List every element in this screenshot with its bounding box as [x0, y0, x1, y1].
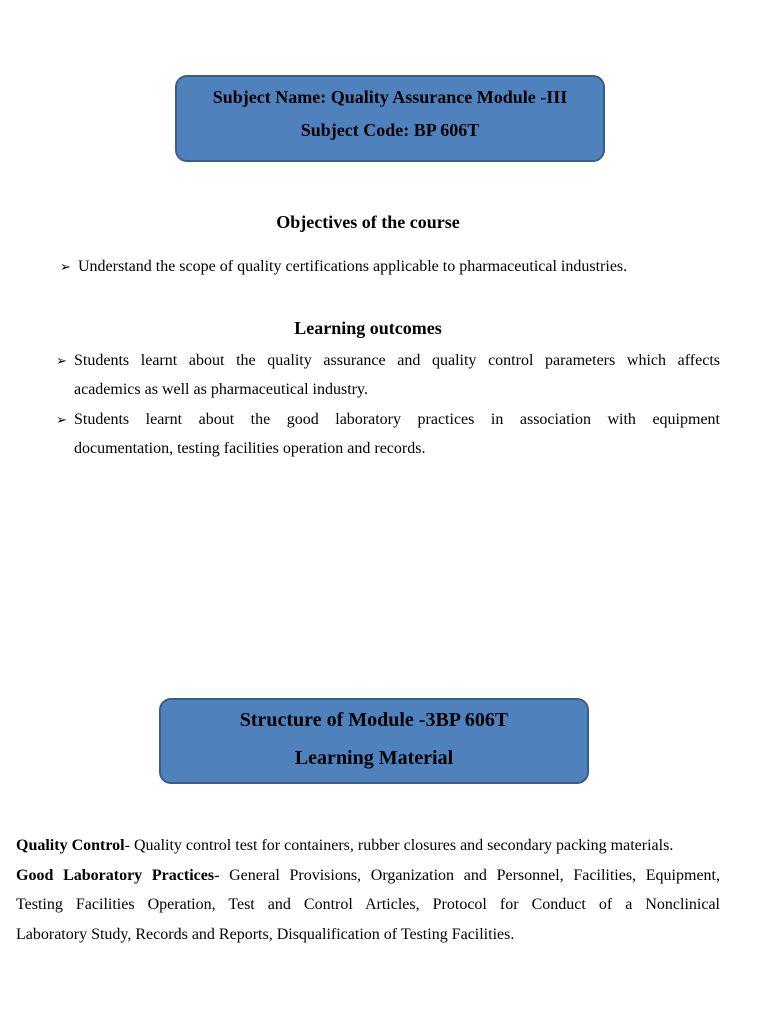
- module-structure-box: [159, 698, 589, 784]
- section-text: - Quality control test for containers, rubber closures and secondary packing materials.: [124, 837, 674, 854]
- objectives-heading: Objectives of the course: [276, 212, 460, 232]
- section-quality-control: [16, 831, 720, 861]
- arrow-bullet-icon: ➢: [56, 353, 67, 368]
- objective-text: Understand the scope of quality certifications applicable to pharmaceutical industries.: [78, 258, 628, 275]
- subject-code: Subject Code: BP 606T: [300, 120, 480, 140]
- outcome-line: Students learnt about the good laboratory practices in association with equipment: [74, 411, 720, 428]
- learning-outcomes-heading: Learning outcomes: [294, 318, 442, 338]
- section-term: Quality Control: [16, 837, 125, 854]
- outcome-line: documentation, testing facilities operation and records.: [74, 440, 426, 457]
- section-glp-line: Laboratory Study, Records and Reports, Disqualification of Testing Facilities.: [16, 925, 515, 943]
- module-structure-title: Structure of Module -3BP 606T: [239, 709, 509, 731]
- learning-material-sections: [16, 831, 720, 949]
- section-glp-line: [16, 861, 720, 891]
- subject-header-box: [175, 75, 605, 162]
- subject-name: Subject Name: Quality Assurance Module -III: [212, 87, 568, 107]
- arrow-bullet-icon: ➢: [56, 412, 67, 427]
- learning-outcome-text: [74, 405, 720, 463]
- section-glp-line: Testing Facilities Operation, Test and Control Articles, Protocol for Conduct of a Nonclinical: [16, 896, 720, 913]
- arrow-bullet-icon: ➢: [60, 259, 71, 274]
- outcome-line: Students learnt about the quality assurance and quality control parameters which affects: [74, 352, 720, 369]
- outcome-line: academics as well as pharmaceutical industry.: [74, 381, 368, 398]
- section-term: Good Laboratory Practices: [16, 866, 215, 884]
- learning-material-title: Learning Material: [294, 747, 454, 769]
- learning-outcome-text: [74, 346, 720, 404]
- section-text: - General Provisions, Organization and Personnel, Facilities, Equipment,: [214, 866, 720, 884]
